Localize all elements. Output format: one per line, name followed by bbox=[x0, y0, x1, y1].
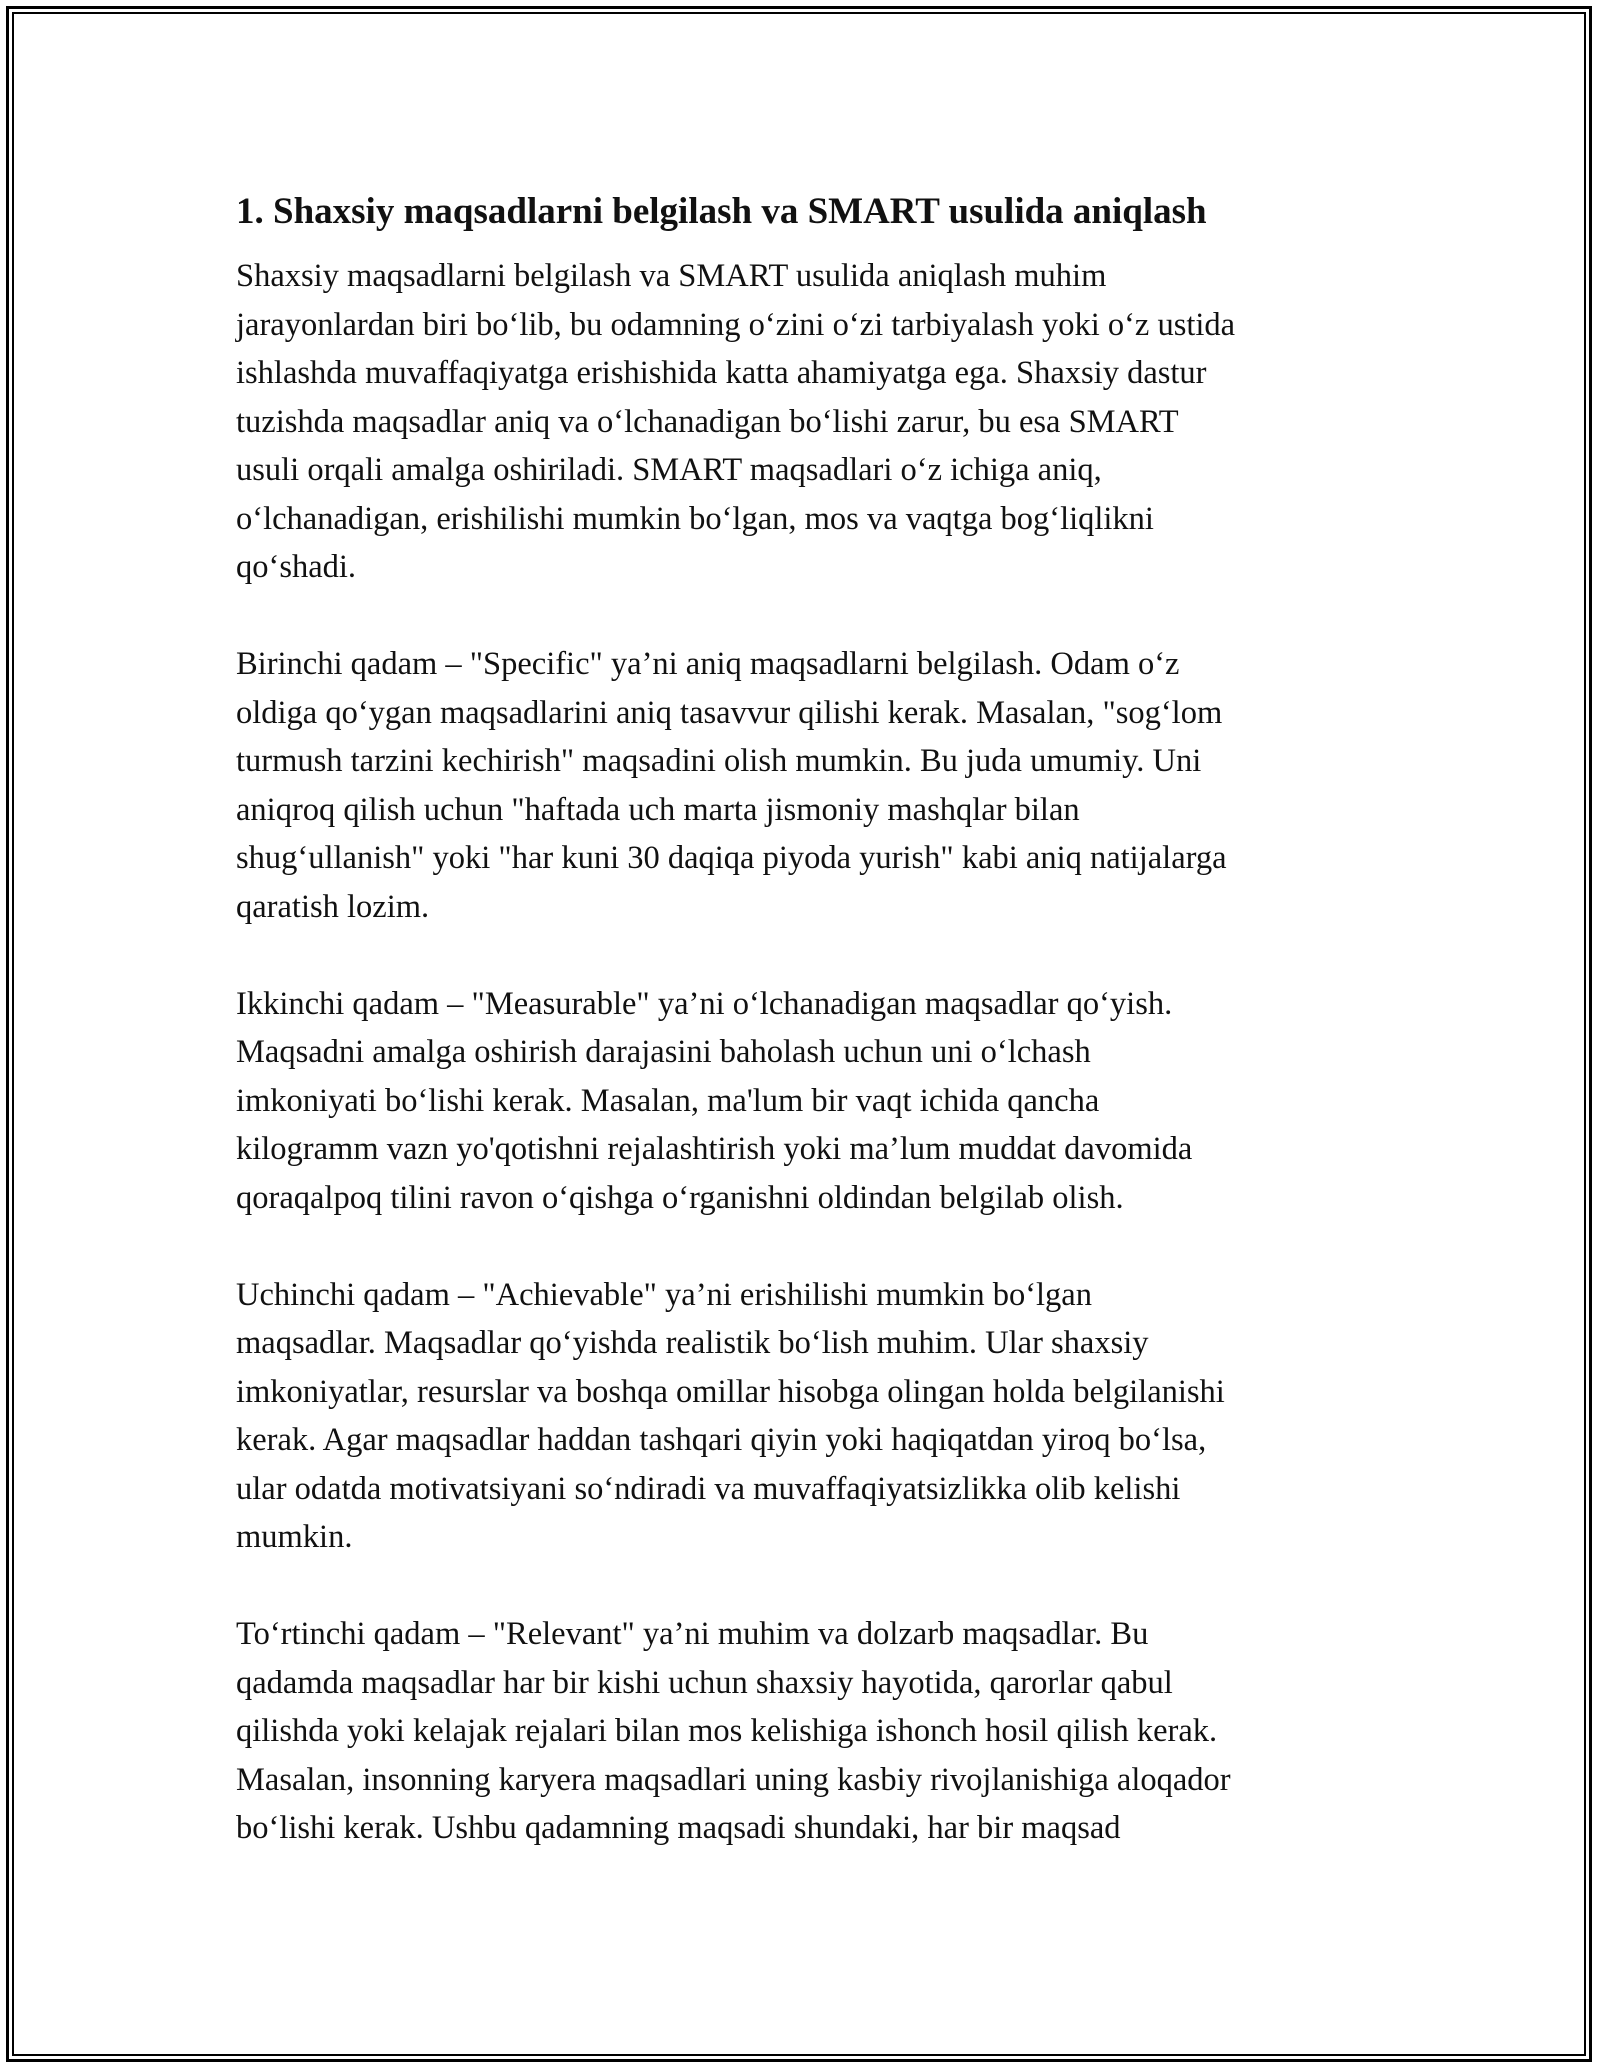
paragraph-intro bbox=[236, 252, 1366, 592]
section-heading: 1. Shaxsiy maqsadlarni belgilash va SMART usulida aniqlash bbox=[236, 191, 1207, 232]
text-line: bo‘lishi kerak. Ushbu qadamning maqsadi shundaki, har bir maqsad bbox=[236, 1810, 1121, 1846]
text-line: maqsadlar. Maqsadlar qo‘yishda realistik bo‘lish muhim. Ular shaxsiy bbox=[236, 1325, 1149, 1361]
text-line: qaratish lozim. bbox=[236, 888, 430, 925]
text-line: mumkin. bbox=[236, 1519, 353, 1555]
text-line: tuzishda maqsadlar aniq va o‘lchanadigan bo‘lishi zarur, bu esa SMART bbox=[236, 403, 1179, 440]
text-line: qoraqalpoq tilini ravon o‘qishga o‘rganishni oldindan belgilab olish. bbox=[236, 1179, 1124, 1216]
text-line: kilogramm vazn yo'qotishni rejalashtirish yoki ma’lum muddat davomida bbox=[236, 1131, 1193, 1167]
text-line: oldiga qo‘ygan maqsadlarini aniq tasavvur qilishi kerak. Masalan, "sog‘lom bbox=[236, 694, 1223, 731]
text-line: ishlashda muvaffaqiyatga erishishida katta ahamiyatga ega. Shaxsiy dastur bbox=[236, 355, 1207, 391]
paragraph-measurable bbox=[236, 980, 1366, 1223]
text-line: qilishda yoki kelajak rejalari bilan mos kelishiga ishonch hosil qilish kerak. bbox=[236, 1713, 1218, 1749]
text-line: imkoniyatlar, resurslar va boshqa omillar hisobga olingan holda belgilanishi bbox=[236, 1373, 1225, 1410]
text-line: qo‘shadi. bbox=[236, 549, 357, 585]
text-line: Uchinchi qadam – "Achievable" ya’ni erishilishi mumkin bo‘lgan bbox=[236, 1276, 1092, 1313]
paragraph-relevant bbox=[236, 1610, 1366, 1853]
text-line: jarayonlardan biri bo‘lib, bu odamning o‘zini o‘zi tarbiyalash yoki o‘z ustida bbox=[236, 306, 1236, 343]
document-body bbox=[236, 186, 1366, 1901]
text-line: qadamda maqsadlar har bir kishi uchun shaxsiy hayotida, qarorlar qabul bbox=[236, 1664, 1173, 1701]
text-line: Shaxsiy maqsadlarni belgilash va SMART usulida aniqlash muhim bbox=[236, 258, 1107, 294]
text-line: o‘lchanadigan, erishilishi mumkin bo‘lgan, mos va vaqtga bog‘liqlikni bbox=[236, 500, 1154, 537]
text-line: shug‘ullanish" yoki "har kuni 30 daqiqa piyoda yurish" kabi aniq natijalarga bbox=[236, 840, 1227, 876]
text-line: aniqroq qilish uchun "haftada uch marta jismoniy mashqlar bilan bbox=[236, 791, 1080, 828]
text-line: Maqsadni amalga oshirish darajasini baholash uchun uni o‘lchash bbox=[236, 1034, 1091, 1070]
text-line: imkoniyati bo‘lishi kerak. Masalan, ma'lum bir vaqt ichida qancha bbox=[236, 1082, 1100, 1119]
text-line: Masalan, insonning karyera maqsadlari uning kasbiy rivojlanishiga aloqador bbox=[236, 1761, 1231, 1798]
text-line: To‘rtinchi qadam – "Relevant" ya’ni muhim va dolzarb maqsadlar. Bu bbox=[236, 1616, 1149, 1652]
text-line: kerak. Agar maqsadlar haddan tashqari qiyin yoki haqiqatdan yiroq bo‘lsa, bbox=[236, 1422, 1207, 1458]
text-line: turmush tarzini kechirish" maqsadini olish mumkin. Bu juda umumiy. Uni bbox=[236, 743, 1202, 779]
paragraph-specific bbox=[236, 640, 1366, 931]
text-line: ular odatda motivatsiyani so‘ndiradi va muvaffaqiyatsizlikka olib kelishi bbox=[236, 1470, 1181, 1507]
text-line: Birinchi qadam – "Specific" ya’ni aniq maqsadlarni belgilash. Odam o‘z bbox=[236, 646, 1180, 682]
text-line: usuli orqali amalga oshiriladi. SMART maqsadlari o‘z ichiga aniq, bbox=[236, 452, 1102, 488]
text-line: Ikkinchi qadam – "Measurable" ya’ni o‘lchanadigan maqsadlar qo‘yish. bbox=[236, 985, 1173, 1022]
paragraph-achievable bbox=[236, 1271, 1366, 1562]
